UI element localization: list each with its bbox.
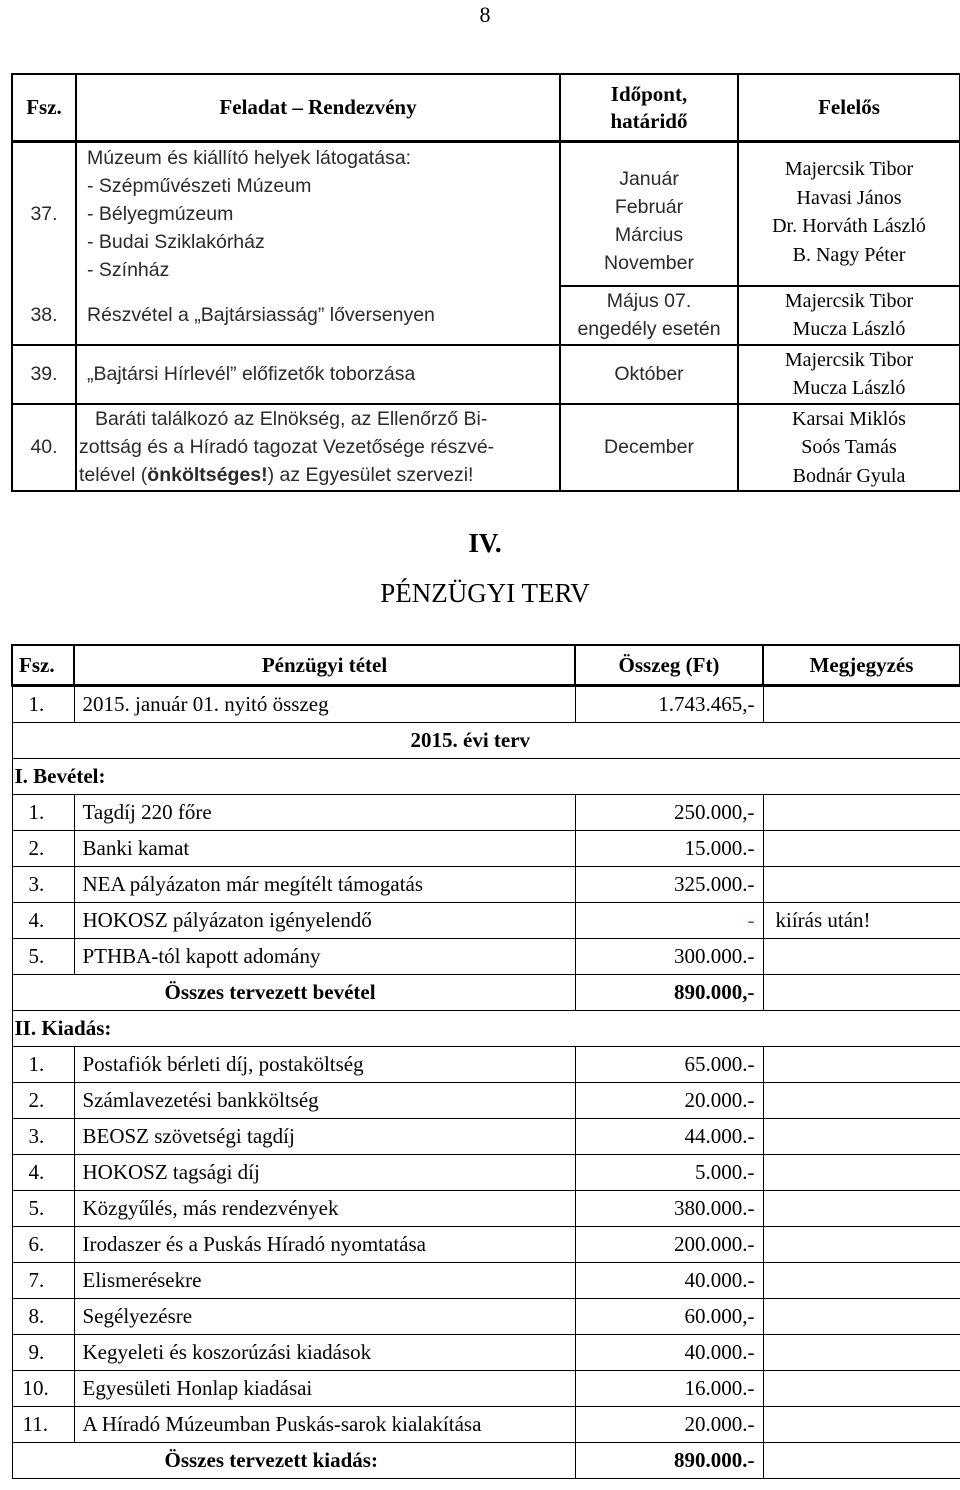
task-text: ) az Egyesület szervezi!	[267, 464, 474, 487]
row-no: 3.	[12, 1119, 74, 1155]
events-table	[11, 73, 960, 492]
row-note	[763, 1047, 960, 1083]
expense-row	[12, 1155, 960, 1191]
row-note	[763, 686, 960, 723]
row-amount: 60.000,-	[575, 1299, 763, 1335]
task-line	[79, 461, 559, 489]
row-note	[763, 1407, 960, 1443]
row-amount: 20.000.-	[575, 1407, 763, 1443]
expense-row	[12, 1299, 960, 1335]
opening-row	[12, 686, 960, 723]
income-total-amount	[575, 975, 763, 1011]
resp-line: Dr. Horváth László	[772, 215, 926, 237]
event-time	[560, 286, 738, 345]
task-line: - Színház	[87, 259, 170, 282]
row-item: NEA pályázaton már megítélt támogatás	[74, 867, 575, 903]
row-note	[763, 1119, 960, 1155]
header-amount: Összeg (Ft)	[575, 645, 763, 686]
row-note	[763, 1443, 960, 1479]
header-no: Fsz.	[12, 645, 74, 686]
event-task: „Bajtársi Hírlevél” előfizetők toborzása	[76, 345, 560, 404]
event-row	[12, 345, 960, 404]
expense-total-label	[12, 1443, 575, 1479]
income-row	[12, 795, 960, 831]
income-row	[12, 831, 960, 867]
row-note	[763, 1263, 960, 1299]
row-no: 4.	[12, 1155, 74, 1191]
time-line: Január	[619, 167, 679, 190]
income-row	[12, 867, 960, 903]
row-note	[763, 1083, 960, 1119]
time-line: November	[604, 251, 694, 274]
section-title: PÉNZÜGYI TERV	[380, 578, 590, 608]
row-note	[763, 867, 960, 903]
event-resp	[738, 142, 960, 286]
task-line: - Szépművészeti Múzeum	[87, 175, 312, 198]
row-item: Banki kamat	[74, 831, 575, 867]
income-label-text: I. Bevétel:	[14, 764, 106, 788]
expense-total-text: Összes tervezett kiadás:	[164, 1448, 378, 1472]
income-total-label	[12, 975, 575, 1011]
page-number: 8	[479, 2, 491, 27]
task-line: - Budai Sziklakórház	[87, 231, 265, 254]
events-header-row	[12, 74, 960, 142]
income-total-text: Összes tervezett bevétel	[164, 980, 376, 1004]
time-line: Március	[614, 223, 684, 246]
expense-row	[12, 1335, 960, 1371]
task-line: Baráti találkozó az Elnökség, az Ellenőrző Bi-	[95, 408, 488, 431]
resp-line: Soós Tamás	[801, 436, 897, 458]
expense-row	[12, 1227, 960, 1263]
event-time: December	[560, 404, 738, 492]
event-task	[76, 404, 560, 492]
row-amount: 5.000.-	[575, 1155, 763, 1191]
row-no: 6.	[12, 1227, 74, 1263]
event-resp	[738, 286, 960, 345]
header-no: Fsz.	[12, 74, 76, 142]
event-row	[12, 142, 960, 286]
row-no: 3.	[12, 867, 74, 903]
row-amount: 65.000.-	[575, 1047, 763, 1083]
row-amount: 40.000.-	[575, 1263, 763, 1299]
row-note	[763, 1335, 960, 1371]
row-note	[763, 831, 960, 867]
resp-line: Havasi János	[796, 186, 902, 209]
row-item: Egyesületi Honlap kiadásai	[74, 1371, 575, 1407]
row-no: 7.	[12, 1263, 74, 1299]
event-no: 39.	[12, 345, 76, 404]
expense-total-row	[12, 1443, 960, 1479]
row-amount: 1.743.465,-	[575, 686, 763, 723]
expense-label	[12, 1011, 960, 1047]
section-number: IV.	[468, 528, 502, 558]
row-no: 11.	[12, 1407, 74, 1443]
resp-line: Mucza László	[792, 318, 906, 340]
row-no: 10.	[12, 1371, 74, 1407]
plan-label-text: 2015. évi terv	[410, 728, 531, 752]
expense-row	[12, 1083, 960, 1119]
row-amount: 44.000.-	[575, 1119, 763, 1155]
row-no: 9.	[12, 1335, 74, 1371]
row-item: Tagdíj 220 főre	[74, 795, 575, 831]
header-item: Pénzügyi tétel	[74, 645, 575, 686]
expense-row	[12, 1263, 960, 1299]
row-note	[763, 1191, 960, 1227]
task-line: zottság és a Híradó tagozat Vezetősége részvé-	[79, 436, 495, 459]
row-no: 1.	[12, 686, 74, 723]
event-time: Október	[560, 345, 738, 404]
income-total-value: 890.000,-	[674, 980, 755, 1004]
task-line: Múzeum és kiállító helyek látogatása:	[87, 147, 412, 170]
row-amount: -	[575, 903, 763, 939]
event-resp	[738, 404, 960, 492]
expense-row	[12, 1371, 960, 1407]
task-text-bold: önköltséges!	[147, 464, 268, 487]
plan-label	[12, 723, 960, 759]
row-item: Közgyűlés, más rendezvények	[74, 1191, 575, 1227]
event-time	[560, 142, 738, 286]
header-note: Megjegyzés	[763, 645, 960, 686]
income-row	[12, 903, 960, 939]
finance-table	[11, 644, 960, 1479]
row-note	[763, 975, 960, 1011]
row-item: Irodaszer és a Puskás Híradó nyomtatása	[74, 1227, 575, 1263]
row-note	[763, 1299, 960, 1335]
plan-label-row	[12, 723, 960, 759]
event-no: 37.	[12, 142, 76, 286]
time-line: Február	[614, 195, 684, 218]
expense-row	[12, 1047, 960, 1083]
event-resp	[738, 345, 960, 404]
resp-line: B. Nagy Péter	[792, 243, 906, 266]
row-amount: 15.000.-	[575, 831, 763, 867]
header-time-line2: határidő	[610, 108, 688, 133]
event-row	[12, 286, 960, 345]
resp-line: Bodnár Gyula	[792, 464, 906, 487]
row-note	[763, 939, 960, 975]
header-time	[560, 74, 738, 142]
row-item: Számlavezetési bankköltség	[74, 1083, 575, 1119]
row-no: 1.	[12, 795, 74, 831]
row-item: HOKOSZ pályázaton igényelendő	[74, 903, 575, 939]
event-task	[76, 142, 560, 286]
row-item: Segélyezésre	[74, 1299, 575, 1335]
row-amount: 40.000.-	[575, 1335, 763, 1371]
row-amount: 16.000.-	[575, 1371, 763, 1407]
row-item: PTHBA-tól kapott adomány	[74, 939, 575, 975]
row-note	[763, 1155, 960, 1191]
row-amount: 20.000.-	[575, 1083, 763, 1119]
resp-line: Majercsik Tibor	[784, 289, 914, 312]
row-amount: 200.000.-	[575, 1227, 763, 1263]
row-item: 2015. január 01. nyitó összeg	[74, 686, 575, 723]
row-item: Elismerésekre	[74, 1263, 575, 1299]
event-row	[12, 404, 960, 492]
task-text: telével (	[79, 464, 148, 487]
expense-row	[12, 1191, 960, 1227]
row-note	[763, 795, 960, 831]
income-label-row	[12, 759, 960, 795]
row-note: kiírás után!	[763, 903, 960, 939]
row-no: 8.	[12, 1299, 74, 1335]
row-amount: 325.000.-	[575, 867, 763, 903]
row-amount: 250.000,-	[575, 795, 763, 831]
event-no: 38.	[12, 286, 76, 345]
header-task: Feladat – Rendezvény	[76, 74, 560, 142]
row-no: 1.	[12, 1047, 74, 1083]
row-item: HOKOSZ tagsági díj	[74, 1155, 575, 1191]
resp-line: Majercsik Tibor	[784, 348, 914, 371]
row-amount: 380.000.-	[575, 1191, 763, 1227]
time-line: Május 07.	[606, 290, 692, 312]
row-no: 4.	[12, 903, 74, 939]
resp-line: Karsai Miklós	[792, 407, 906, 430]
event-task: Részvétel a „Bajtársiasság” lőversenyen	[76, 286, 560, 345]
expense-row	[12, 1119, 960, 1155]
expense-total-value: 890.000.-	[674, 1448, 755, 1472]
row-no: 2.	[12, 831, 74, 867]
row-amount: 300.000.-	[575, 939, 763, 975]
expense-total-amount	[575, 1443, 763, 1479]
event-no: 40.	[12, 404, 76, 492]
row-item: Kegyeleti és koszorúzási kiadások	[74, 1335, 575, 1371]
row-no: 2.	[12, 1083, 74, 1119]
expense-label-text: II. Kiadás:	[14, 1016, 112, 1040]
resp-line: Majercsik Tibor	[784, 158, 914, 180]
time-line: engedély esetén	[577, 318, 721, 340]
row-note	[763, 1227, 960, 1263]
row-item: A Híradó Múzeumban Puskás-sarok kialakítása	[74, 1407, 575, 1443]
income-row	[12, 939, 960, 975]
header-time-line1: Időpont,	[610, 81, 688, 106]
row-no: 5.	[12, 1191, 74, 1227]
row-no: 5.	[12, 939, 74, 975]
row-item: BEOSZ szövetségi tagdíj	[74, 1119, 575, 1155]
income-total-row	[12, 975, 960, 1011]
expense-label-row	[12, 1011, 960, 1047]
income-label	[12, 759, 960, 795]
finance-header-row	[12, 645, 960, 686]
row-note	[763, 1371, 960, 1407]
resp-line: Mucza László	[792, 377, 906, 399]
expense-row	[12, 1407, 960, 1443]
header-resp: Felelős	[738, 74, 960, 142]
row-item: Postafiók bérleti díj, postaköltség	[74, 1047, 575, 1083]
task-line: - Bélyegmúzeum	[87, 203, 234, 226]
